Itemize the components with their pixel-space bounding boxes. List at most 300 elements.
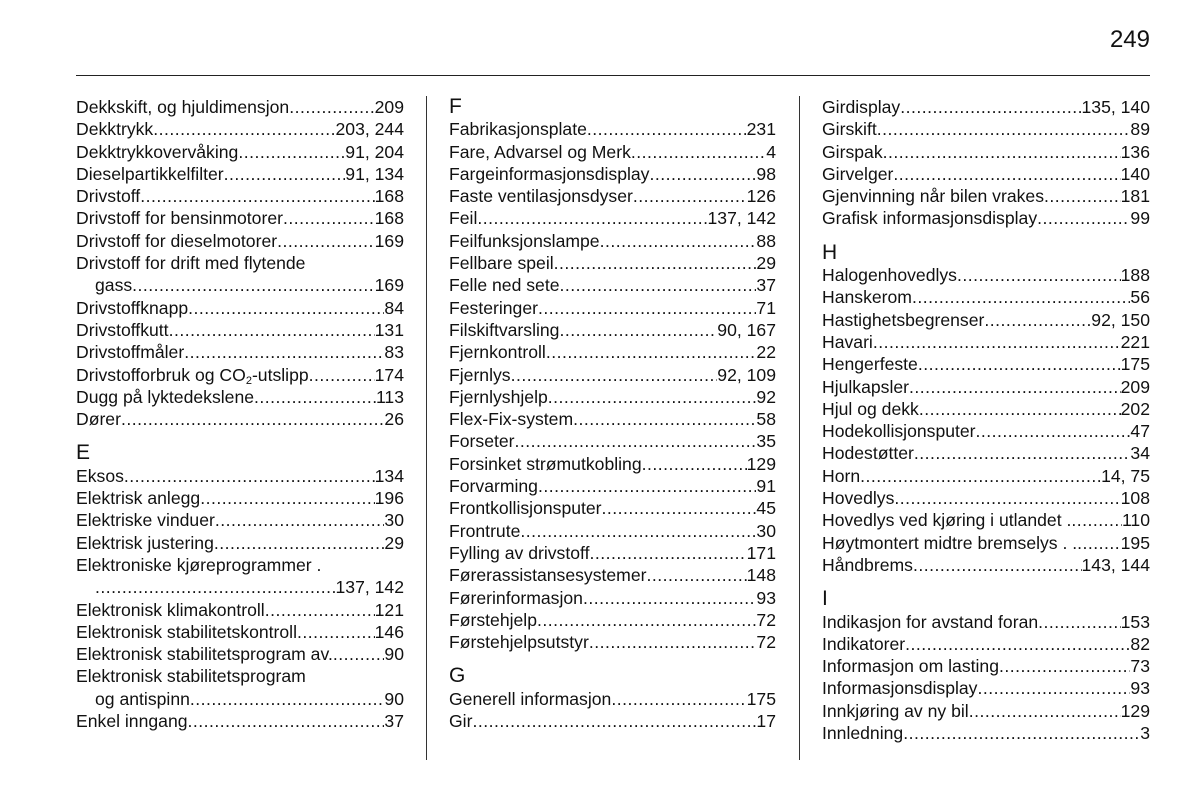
entry-page-ref: 58 (756, 409, 776, 430)
dot-leader (587, 118, 747, 140)
entry-page-ref: 4 (766, 141, 776, 162)
index-entry (449, 364, 776, 386)
index-entry (449, 710, 776, 732)
index-entry (822, 353, 1150, 375)
dot-leader (999, 655, 1130, 677)
dot-leader (589, 631, 757, 653)
entry-term: Elektrisk justering (76, 532, 214, 553)
index-entry (76, 465, 404, 487)
entry-term: Førerinformasjon (449, 587, 583, 608)
entry-page-ref: 209 (1120, 376, 1150, 397)
entry-term: Førstehjelp (449, 609, 537, 630)
dot-leader (200, 487, 374, 509)
entry-page-ref: 110 (1121, 510, 1150, 531)
entry-page-ref: 148 (746, 565, 776, 586)
entry-page-ref: 108 (1120, 488, 1150, 509)
dot-leader (214, 532, 385, 554)
index-entry (76, 710, 404, 732)
entry-term: Gir (449, 711, 473, 732)
entry-term: Gjenvinning når bilen vrakes (822, 186, 1045, 207)
entry-page-ref: 181 (1120, 186, 1150, 207)
entry-page-ref: 171 (746, 542, 776, 563)
entry-page-ref: 129 (1120, 700, 1150, 721)
page-number: 249 (1109, 26, 1150, 53)
dot-leader (1044, 185, 1121, 207)
entry-term: Generell informasjon (449, 688, 612, 709)
dot-leader (153, 118, 335, 140)
dot-leader (132, 274, 374, 296)
index-entry (449, 609, 776, 631)
entry-page-ref: 34 (1130, 443, 1150, 464)
index-entry (76, 207, 404, 229)
index-entry (449, 118, 776, 140)
entry-page-ref: 91, 134 (345, 163, 404, 184)
index-entry (822, 700, 1150, 722)
entry-term: Elektrisk anlegg (76, 488, 201, 509)
entry-term: Girdisplay (822, 97, 901, 117)
index-entry (822, 398, 1150, 420)
entry-term: Informasjonsdisplay (822, 678, 978, 699)
entry-term: Fare, Advarsel og Merk (449, 141, 631, 162)
section-gap (822, 576, 1150, 588)
entry-page-ref: 209 (374, 97, 404, 117)
entry-page-ref: 91 (756, 476, 776, 497)
entry-term: Horn (822, 465, 861, 486)
dot-leader (277, 230, 375, 252)
entry-term: Festeringer (449, 297, 538, 318)
entry-term: Innkjøring av ny bil (822, 700, 969, 721)
entry-page-ref: 29 (384, 532, 404, 553)
entry-term: Hodestøtter (822, 443, 914, 464)
index-entry (822, 141, 1150, 163)
index-entry (449, 520, 776, 542)
index-entry (822, 185, 1150, 207)
index-entry (76, 386, 404, 408)
index-entry (449, 587, 776, 609)
section-letter: G (449, 664, 466, 688)
dot-leader (984, 309, 1091, 331)
entry-page-ref: 91, 204 (345, 141, 404, 162)
entry-term: og antispinn (95, 688, 190, 709)
entry-page-ref: 17 (756, 711, 776, 732)
entry-term: gass (95, 275, 133, 296)
index-entry (76, 554, 404, 576)
entry-page-ref: 47 (1130, 421, 1150, 442)
index-entry (822, 532, 1150, 554)
dot-leader (538, 297, 756, 319)
entry-term: Elektronisk klimakontroll (76, 599, 265, 620)
index-entry (822, 487, 1150, 509)
entry-page-ref: 35 (756, 431, 776, 452)
dot-leader (583, 587, 756, 609)
entry-term: Høytmontert midtre bremselys . . (822, 532, 1078, 553)
dot-leader (649, 163, 756, 185)
entry-page-ref: 135, 140 (1081, 97, 1150, 117)
index-entry (822, 420, 1150, 442)
entry-term: Drivstoff (76, 186, 141, 207)
entry-term: Eksos (76, 465, 124, 486)
dot-leader (559, 319, 717, 341)
entry-page-ref: 29 (756, 253, 776, 274)
entry-term: Hanskerom (822, 287, 912, 308)
entry-term: Hodekollisjonsputer (822, 421, 976, 442)
section-letter: F (449, 95, 462, 118)
dot-leader (631, 141, 766, 163)
dot-leader (957, 264, 1121, 286)
index-entry (822, 655, 1150, 677)
dot-leader (538, 475, 756, 497)
index-entry (76, 163, 404, 185)
section-gap (449, 653, 776, 665)
dot-leader (883, 141, 1121, 163)
index-entry (822, 286, 1150, 308)
entry-page-ref: 88 (756, 230, 776, 251)
dot-leader (188, 710, 385, 732)
entry-term: Enkel inngang (76, 711, 188, 732)
index-entry (449, 252, 776, 274)
dot-leader (903, 722, 1140, 744)
dot-leader (909, 376, 1121, 398)
index-entry (449, 430, 776, 452)
dot-leader (215, 509, 385, 531)
dot-leader (919, 398, 1121, 420)
entry-page-ref: 175 (1120, 354, 1150, 375)
entry-term: Fargeinformasjonsdisplay (449, 163, 650, 184)
index-entry (449, 386, 776, 408)
dot-leader (894, 487, 1120, 509)
entry-page-ref: 98 (756, 163, 776, 184)
dot-leader (283, 207, 375, 229)
entry-term: Elektriske vinduer (76, 510, 215, 531)
dot-leader (560, 274, 757, 296)
index-entry (449, 185, 776, 207)
dot-leader (633, 185, 747, 207)
entry-page-ref: 143, 144 (1081, 554, 1150, 575)
dot-leader (169, 319, 375, 341)
entry-page-ref: 131 (374, 319, 404, 340)
entry-term: Førerassistansesystemer (449, 565, 647, 586)
entry-term: Fjernlys (449, 364, 511, 385)
entry-term: Dugg på lyktedekslene (76, 386, 255, 407)
column-divider (426, 96, 427, 760)
index-entry (76, 96, 404, 118)
index-entry (449, 141, 776, 163)
entry-page-ref: 136 (1120, 141, 1150, 162)
index-entry-line: Drivstoff for drift med flytende (76, 253, 306, 274)
entry-page-ref: 83 (384, 342, 404, 363)
entry-term: Informasjon om lasting (822, 656, 999, 677)
entry-page-ref: 146 (374, 621, 404, 642)
entry-page-ref: 134 (374, 465, 404, 486)
entry-page-ref: 90 (384, 644, 404, 665)
entry-term: Fellbare speil (449, 253, 554, 274)
index-entry (822, 677, 1150, 699)
index-entry (822, 633, 1150, 655)
entry-term: Frontrute (449, 520, 521, 541)
index-entry (76, 621, 404, 643)
index-entry (449, 297, 776, 319)
index-entry (822, 509, 1150, 531)
dot-leader (873, 331, 1121, 353)
index-entry (76, 487, 404, 509)
entry-page-ref: 188 (1120, 265, 1150, 286)
dot-leader (188, 297, 384, 319)
index-entry-continuation (76, 688, 404, 710)
index-entry (76, 230, 404, 252)
index-entry (449, 564, 776, 586)
dot-leader (900, 96, 1081, 118)
dot-leader (190, 688, 385, 710)
entry-page-ref: 92, 109 (717, 364, 776, 385)
entry-term: Innledning (822, 723, 904, 744)
entry-term: Dieselpartikkelfilter (76, 163, 224, 184)
dot-leader (548, 386, 757, 408)
index-entry (449, 341, 776, 363)
dot-leader (297, 621, 375, 643)
entry-term: Elektronisk stabilitetsprogram av. (76, 644, 333, 665)
entry-term: Halogenhovedlys (822, 265, 957, 286)
index-entry (449, 631, 776, 653)
entry-page-ref: 175 (746, 688, 776, 709)
dot-leader (95, 576, 336, 598)
dot-leader (602, 497, 757, 519)
dot-leader (860, 465, 1101, 487)
entry-term: Forseter (449, 431, 515, 452)
entry-page-ref: 113 (375, 386, 404, 407)
entry-page-ref: 72 (756, 632, 776, 653)
entry-term: Hastighetsbegrenser (822, 309, 985, 330)
entry-page-ref: 30 (384, 510, 404, 531)
header-rule (76, 75, 1150, 76)
entry-term: Håndbrems (822, 554, 913, 575)
entry-term: Feil (449, 208, 478, 229)
index-entry (822, 96, 1150, 118)
index-entry (822, 465, 1150, 487)
dot-leader (184, 341, 384, 363)
index-entry (76, 141, 404, 163)
entry-page-ref: 121 (374, 599, 404, 620)
dot-leader (912, 286, 1130, 308)
index-entry (822, 554, 1150, 576)
entry-term: Dekktrykk (76, 119, 154, 140)
entry-page-ref: 126 (746, 186, 776, 207)
index-entry (449, 207, 776, 229)
entry-page-ref: 137, 142 (707, 208, 776, 229)
dot-leader (1038, 611, 1120, 633)
entry-page-ref: 90, 167 (717, 319, 776, 340)
index-column-3 (822, 96, 1150, 744)
entry-page-ref: 168 (374, 186, 404, 207)
index-entry (822, 264, 1150, 286)
index-entry (76, 408, 404, 430)
dot-leader (537, 609, 756, 631)
index-entry (449, 497, 776, 519)
dot-leader (913, 554, 1082, 576)
entry-page-ref: 99 (1130, 208, 1150, 229)
index-entry (449, 163, 776, 185)
entry-page-ref: 221 (1120, 331, 1150, 352)
entry-term: Faste ventilasjonsdyser (449, 186, 633, 207)
entry-term: Fjernkontroll (449, 342, 546, 363)
entry-term: Fabrikasjonsplate (449, 119, 587, 140)
entry-term: Hovedlys (822, 488, 895, 509)
dot-leader (977, 677, 1130, 699)
index-entry-line: Elektronisk stabilitetsprogram (76, 666, 306, 687)
entry-page-ref: 72 (756, 609, 776, 630)
entry-page-ref: 137, 142 (335, 577, 404, 598)
dot-leader (1037, 207, 1130, 229)
entry-page-ref: 202 (1120, 398, 1150, 419)
index-entry (822, 442, 1150, 464)
entry-page-ref: 30 (756, 520, 776, 541)
index-entry (76, 599, 404, 621)
entry-term: Drivstoffkutt (76, 319, 169, 340)
entry-page-ref: 90 (384, 688, 404, 709)
index-entry-continuation (76, 576, 404, 598)
index-entry (822, 207, 1150, 229)
index-entry (76, 185, 404, 207)
entry-term: Grafisk informasjonsdisplay (822, 208, 1038, 229)
entry-term: Hengerfeste (822, 354, 918, 375)
index-entry (822, 722, 1150, 744)
entry-page-ref: 37 (756, 275, 776, 296)
entry-term: Hovedlys ved kjøring i utlandet . (822, 510, 1072, 531)
entry-page-ref: 196 (374, 488, 404, 509)
entry-term-text: Drivstofforbruk og CO (76, 364, 246, 385)
dot-leader (589, 542, 746, 564)
entry-term-subscript: 2 (245, 374, 252, 387)
entry-term: Førstehjelpsutstyr (449, 632, 589, 653)
dot-leader (121, 408, 384, 430)
entry-page-ref: 71 (756, 297, 776, 318)
section-letter: H (822, 240, 838, 264)
entry-term: Dekkskift, og hjuldimensjon (76, 97, 290, 117)
index-entry (822, 309, 1150, 331)
dot-leader (515, 430, 757, 452)
entry-page-ref: 195 (1120, 532, 1150, 553)
entry-page-ref: 129 (746, 453, 776, 474)
dot-leader (477, 207, 707, 229)
entry-page-ref: 93 (756, 587, 776, 608)
entry-term: Girskift (822, 119, 877, 140)
entry-page-ref: 89 (1130, 119, 1150, 140)
entry-page-ref: 73 (1130, 656, 1150, 677)
dot-leader (976, 420, 1131, 442)
dot-leader (140, 185, 374, 207)
entry-page-ref: 203, 244 (335, 119, 404, 140)
entry-term: Forvarming (449, 476, 538, 497)
entry-page-ref: 174 (374, 364, 404, 385)
entry-page-ref: 26 (384, 409, 404, 430)
entry-term: Drivstoffmåler (76, 342, 185, 363)
entry-term (76, 364, 309, 386)
entry-term: Forsinket strømutkobling (449, 453, 642, 474)
column-divider (799, 96, 800, 760)
dot-leader (611, 688, 746, 710)
index-entry (822, 163, 1150, 185)
entry-term: Dekktrykkovervåking (76, 141, 239, 162)
entry-page-ref: 84 (384, 297, 404, 318)
entry-term: Indikatorer (822, 633, 906, 654)
dot-leader (1077, 532, 1120, 554)
section-gap (822, 230, 1150, 242)
dot-leader (309, 364, 375, 386)
entry-page-ref: 93 (1130, 678, 1150, 699)
entry-term: Girvelger (822, 163, 894, 184)
section-letter: E (76, 441, 91, 465)
index-entry (76, 643, 404, 665)
entry-term: Frontkollisjonsputer (449, 498, 602, 519)
dot-leader (905, 633, 1130, 655)
dot-leader (893, 163, 1120, 185)
index-entry (76, 341, 404, 363)
dot-leader (918, 353, 1121, 375)
index-entry (449, 274, 776, 296)
dot-leader (224, 163, 346, 185)
index-entry (76, 297, 404, 319)
index-column-2 (449, 96, 776, 732)
index-entry (449, 688, 776, 710)
entry-page-ref: 153 (1120, 611, 1150, 632)
section-letter: I (822, 587, 828, 611)
section-gap (76, 430, 404, 442)
dot-leader (472, 710, 756, 732)
index-column-1 (76, 96, 404, 732)
index-entry (449, 475, 776, 497)
index-entry (76, 532, 404, 554)
entry-term: Drivstoff for bensinmotorer (76, 208, 283, 229)
entry-term: Fylling av drivstoff (449, 542, 590, 563)
entry-page-ref: 231 (746, 119, 776, 140)
entry-page-ref: 140 (1120, 163, 1150, 184)
index-entry (449, 230, 776, 252)
entry-page-ref: 92, 150 (1091, 309, 1150, 330)
dot-leader (600, 230, 757, 252)
entry-term: Indikasjon for avstand foran (822, 611, 1039, 632)
index-entry (76, 364, 404, 386)
index-entry (76, 509, 404, 531)
dot-leader (265, 599, 375, 621)
entry-page-ref: 82 (1130, 633, 1150, 654)
index-entry (76, 118, 404, 140)
index-entry (449, 408, 776, 430)
dot-leader (554, 252, 757, 274)
dot-leader (1071, 509, 1122, 531)
entry-term: Hjulkapsler (822, 376, 910, 397)
index-entry (76, 319, 404, 341)
entry-page-ref: 169 (374, 275, 404, 296)
index-entry-continuation (76, 274, 404, 296)
dot-leader (969, 700, 1121, 722)
dot-leader (254, 386, 376, 408)
dot-leader (546, 341, 757, 363)
dot-leader (238, 141, 345, 163)
entry-page-ref: 168 (374, 208, 404, 229)
index-entry (449, 319, 776, 341)
entry-page-ref: 37 (384, 711, 404, 732)
index-entry (822, 611, 1150, 633)
entry-term: Girspak (822, 141, 883, 162)
index-entry (822, 331, 1150, 353)
entry-term: Flex-Fix-system (449, 409, 574, 430)
entry-term: Filskiftvarsling (449, 319, 560, 340)
entry-page-ref: 22 (756, 342, 776, 363)
entry-page-ref: 56 (1130, 287, 1150, 308)
dot-leader (642, 453, 747, 475)
index-entry (449, 542, 776, 564)
entry-term: Dører (76, 409, 121, 430)
dot-leader (124, 465, 375, 487)
